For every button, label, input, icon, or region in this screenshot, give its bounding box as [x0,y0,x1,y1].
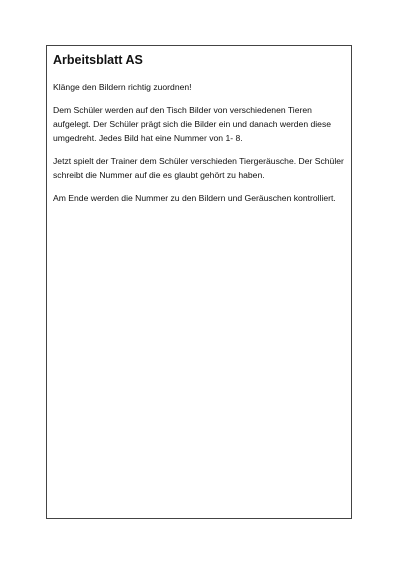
check-paragraph: Am Ende werden die Nummer zu den Bildern und Geräuschen kontrolliert. [53,193,336,203]
setup-paragraph: Dem Schüler werden auf den Tisch Bilder von verschiedenen Tieren aufgelegt. Der Schüler prägt sich die Bilder ein und danach werden diese umgedreht. Jedes Bild hat eine Nummer von 1- 8. [53,105,332,143]
worksheet-content [53,52,345,214]
worksheet-title: Arbeitsblatt AS [53,53,143,67]
worksheet-frame [46,45,352,519]
sounds-paragraph: Jetzt spielt der Trainer dem Schüler verschieden Tiergeräusche. Der Schüler schreibt die Nummer auf die es glaubt gehört zu haben. [53,156,344,180]
instruction-heading: Klänge den Bildern richtig zuordnen! [53,82,192,92]
